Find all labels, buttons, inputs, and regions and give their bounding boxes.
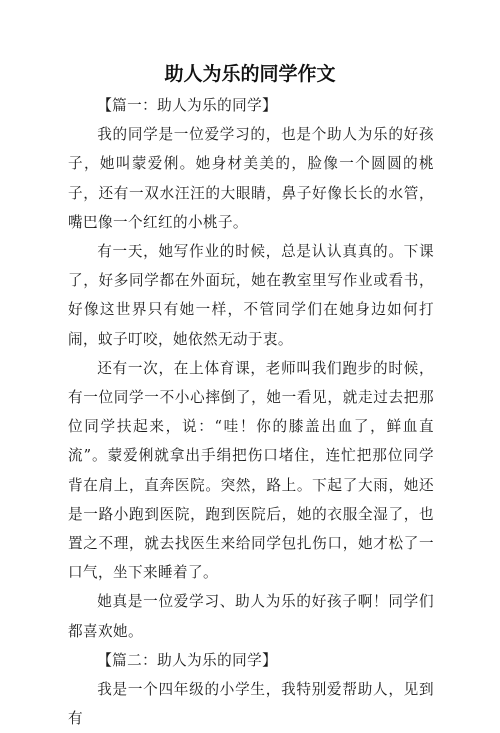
paragraph: 我的同学是一位爱学习的，也是个助人为乐的好孩子，她叫蒙爱俐。她身材美美的，脸像一个圆圆的桃子，还有一双水汪汪的大眼睛，鼻子好像长长的水管，嘴巴像一个红红的小桃子。 <box>68 126 434 231</box>
section-heading: 【篇一：助人为乐的同学】 <box>97 97 278 114</box>
paragraph: 还有一次，在上体育课，老师叫我们跑步的时候，有一位同学一不小心摔倒了，她一看见，就走过去把那位同学扶起来，说：“哇！你的膝盖出血了，鲜血直流”。蒙爱俐就拿出手绢把伤口堵住，连忙把那位同学背在肩上，直奔医院。突然，路上。下起了大雨，她还是一路小跑到医院，跑到医院后，她的衣服全湿了，也置之不理，就去找医生来给同学包扎伤口，她才松了一口气，坐下来睡着了。 <box>68 359 434 582</box>
document-body <box>68 91 434 733</box>
paragraph: 我是一个四年级的小学生，我特别爱帮助人，见到有 <box>68 681 434 728</box>
section-heading: 【篇二：助人为乐的同学】 <box>97 651 278 669</box>
paragraph: 有一天，她写作业的时候，总是认认真真的。下课了，好多同学都在外面玩，她在教室里写作业或看书，好像这世界只有她一样，不管同学们在她身边如何打闹，蚊子叮咬，她依然无动于衷。 <box>68 243 434 348</box>
paragraph: 她真是一位爱学习、助人为乐的好孩子啊！同学们都喜欢她。 <box>68 593 434 640</box>
document-title: 助人为乐的同学作文 <box>164 63 336 85</box>
